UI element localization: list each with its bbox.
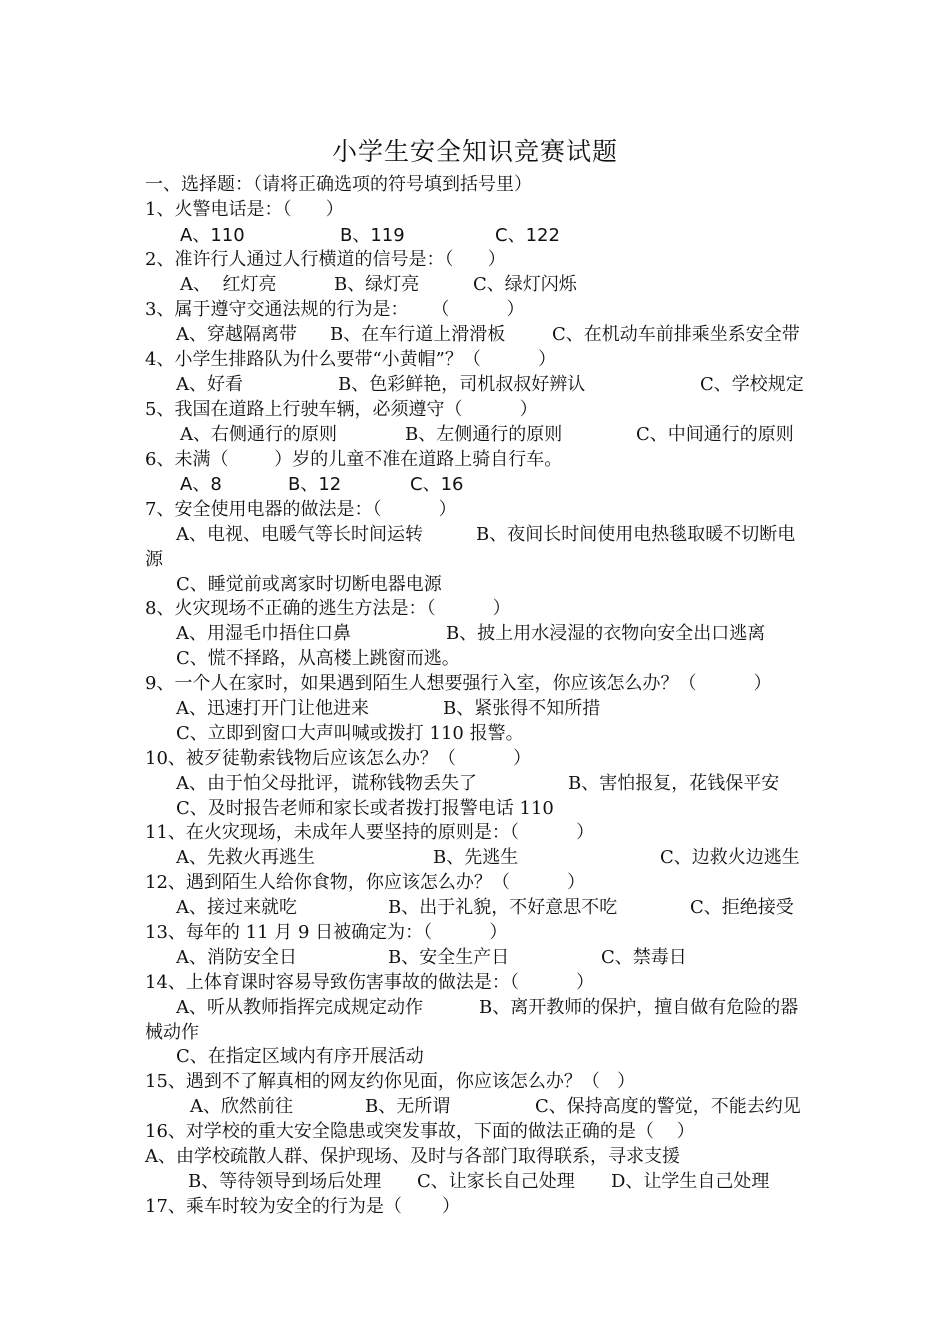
q9-option-c: C、立即到窗口大声叫喊或拨打 110 报警。 — [176, 723, 524, 744]
q5-option-c: C、中间通行的原则 — [636, 424, 794, 445]
q9-option-a: A、迅速打开门让他进来 — [176, 698, 369, 719]
q5-option-a: A、右侧通行的原则 — [180, 424, 337, 445]
q4-option-b: B、色彩鲜艳，司机叔叔好辨认 — [338, 374, 586, 395]
q11-option-b: B、先逃生 — [433, 847, 519, 868]
q16-option-c: C、让家长自己处理 — [417, 1171, 575, 1192]
q8-option-b: B、披上用水浸湿的衣物向安全出口逃离 — [446, 623, 766, 644]
question-9: 9、一个人在家时，如果遇到陌生人想要强行入室，你应该怎么办？（ ） — [145, 673, 772, 694]
q15-option-c: C、保持高度的警觉，不能去约见 — [535, 1096, 801, 1117]
q3-option-c: C、在机动车前排乘坐系安全带 — [552, 324, 800, 345]
q9-option-b: B、紧张得不知所措 — [443, 698, 601, 719]
q7-option-b: B、夜间长时间使用电热毯取暖不切断电 — [476, 524, 796, 545]
q16-option-d: D、让学生自己处理 — [611, 1171, 770, 1192]
question-7: 7、安全使用电器的做法是：（ ） — [145, 499, 457, 520]
q11-option-c: C、边救火边逃生 — [660, 847, 800, 868]
q1-option-c: C、122 — [495, 225, 560, 246]
question-13: 13、每年的 11 月 9 日被确定为：（ ） — [145, 922, 508, 943]
question-14: 14、上体育课时容易导致伤害事故的做法是：（ ） — [145, 972, 595, 993]
q14-option-b-continued: 械动作 — [145, 1022, 199, 1043]
question-8: 8、火灾现场不正确的逃生方法是：（ ） — [145, 598, 511, 619]
q11-option-a: A、先救火再逃生 — [176, 847, 315, 868]
q14-option-c: C、在指定区域内有序开展活动 — [176, 1046, 424, 1067]
q5-option-b: B、左侧通行的原则 — [405, 424, 563, 445]
q8-option-a: A、用湿毛巾捂住口鼻 — [176, 623, 351, 644]
q2-option-b: B、绿灯亮 — [334, 274, 420, 295]
q6-option-b: B、12 — [288, 474, 342, 495]
section-heading: 一、选择题：（请将正确选项的符号填到括号里） — [145, 174, 532, 195]
q10-option-c: C、及时报告老师和家长或者拨打报警电话 110 — [176, 798, 554, 819]
q6-option-a: A、8 — [180, 474, 222, 495]
q15-option-b: B、无所谓 — [365, 1096, 451, 1117]
q4-option-c: C、学校规定 — [700, 374, 804, 395]
q14-option-a: A、听从教师指挥完成规定动作 — [176, 997, 423, 1018]
question-1: 1、火警电话是：（ ） — [145, 199, 344, 220]
q16-option-b: B、等待领导到场后处理 — [188, 1171, 382, 1192]
question-15: 15、遇到不了解真相的网友约你见面，你应该怎么办？（ ） — [145, 1071, 636, 1092]
q12-option-c: C、拒绝接受 — [690, 897, 794, 918]
q7-option-a: A、电视、电暖气等长时间运转 — [176, 524, 423, 545]
question-6: 6、未满（ ）岁的儿童不准在道路上骑自行车。 — [145, 449, 563, 470]
q13-option-c: C、禁毒日 — [601, 947, 687, 968]
question-10: 10、被歹徒勒索钱物后应该怎么办？（ ） — [145, 748, 532, 769]
q7-option-c: C、睡觉前或离家时切断电器电源 — [176, 574, 442, 595]
q8-option-c: C、慌不择路，从高楼上跳窗而逃。 — [176, 648, 460, 669]
page-title: 小学生安全知识竞赛试题 — [331, 137, 618, 166]
q4-option-a: A、好看 — [176, 374, 243, 395]
q2-option-a: A、 红灯亮 — [180, 274, 277, 295]
q12-option-a: A、接过来就吃 — [176, 897, 297, 918]
question-3: 3、属于遵守交通法规的行为是： （ ） — [145, 299, 525, 320]
question-16: 16、对学校的重大安全隐患或突发事故，下面的做法正确的是（ ） — [145, 1121, 695, 1142]
q7-option-b-continued: 源 — [145, 549, 163, 570]
q13-option-b: B、安全生产日 — [388, 947, 510, 968]
q1-option-a: A、110 — [180, 225, 245, 246]
q16-option-a: A、由学校疏散人群、保护现场、及时与各部门取得联系，寻求支援 — [145, 1146, 680, 1167]
q14-option-b: B、离开教师的保护，擅自做有危险的器 — [479, 997, 799, 1018]
q15-option-a: A、欣然前往 — [190, 1096, 293, 1117]
q12-option-b: B、出于礼貌，不好意思不吃 — [388, 897, 618, 918]
q1-option-b: B、119 — [340, 225, 405, 246]
q13-option-a: A、消防安全日 — [176, 947, 297, 968]
question-17: 17、乘车时较为安全的行为是（ ） — [145, 1196, 460, 1217]
question-11: 11、在火灾现场，未成年人要坚持的原则是：（ ） — [145, 822, 595, 843]
question-4: 4、小学生排路队为什么要带“小黄帽”？（ ） — [145, 349, 557, 370]
q10-option-b: B、害怕报复，花钱保平安 — [568, 773, 780, 794]
question-12: 12、遇到陌生人给你食物，你应该怎么办？（ ） — [145, 872, 586, 893]
q3-option-a: A、穿越隔离带 — [176, 324, 297, 345]
q2-option-c: C、绿灯闪烁 — [473, 274, 577, 295]
q10-option-a: A、由于怕父母批评，谎称钱物丢失了 — [176, 773, 477, 794]
question-2: 2、准许行人通过人行横道的信号是：（ ） — [145, 249, 506, 270]
q6-option-c: C、16 — [410, 474, 464, 495]
question-5: 5、我国在道路上行驶车辆，必须遵守（ ） — [145, 399, 538, 420]
q3-option-b: B、在车行道上滑滑板 — [330, 324, 506, 345]
